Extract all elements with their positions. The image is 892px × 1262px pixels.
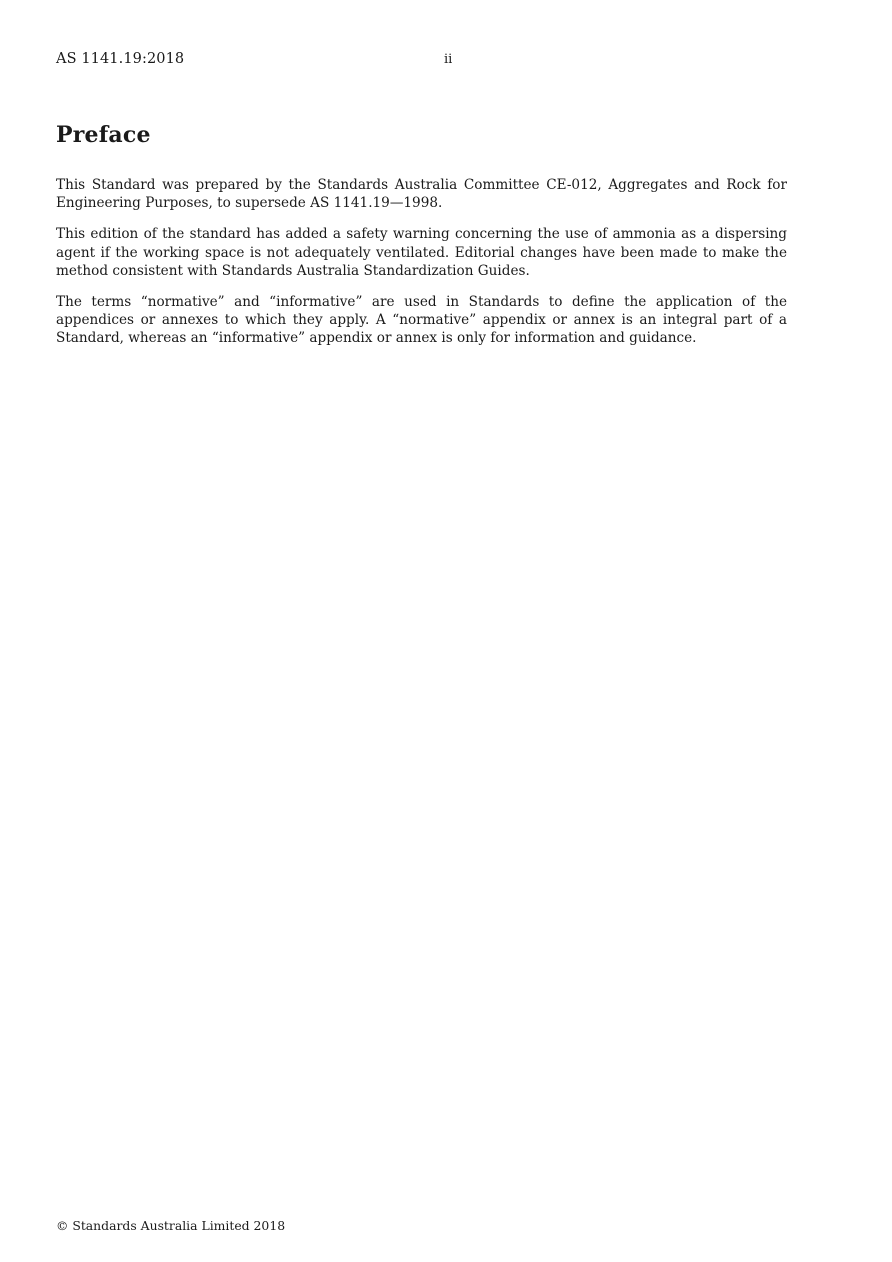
copyright-footer: © Standards Australia Limited 2018 xyxy=(56,1218,286,1233)
paragraph-1: This Standard was prepared by the Standards Australia Committee CE-012, Aggregates and Rock for Engineering Purposes, to supersede AS 1141.19—1998. xyxy=(56,177,787,212)
document-identifier: AS 1141.19:2018 xyxy=(56,51,185,67)
section-body xyxy=(56,176,787,361)
section-heading: Preface xyxy=(56,122,151,148)
page-number: ii xyxy=(444,52,453,67)
paragraph-2: This edition of the standard has added a safety warning concerning the use of ammonia as a dispersing agent if the working space is not adequately ventilated. Editorial changes have been made to make the method consistent with Standards Australia Standardization Guides. xyxy=(56,226,787,279)
paragraph-3: The terms “normative” and “informative” are used in Standards to define the application of the appendices or annexes to which they apply. A “normative” appendix or annex is an integral part of a Standard, whereas an “informative” appendix or annex is only for information and guidance. xyxy=(56,294,787,347)
